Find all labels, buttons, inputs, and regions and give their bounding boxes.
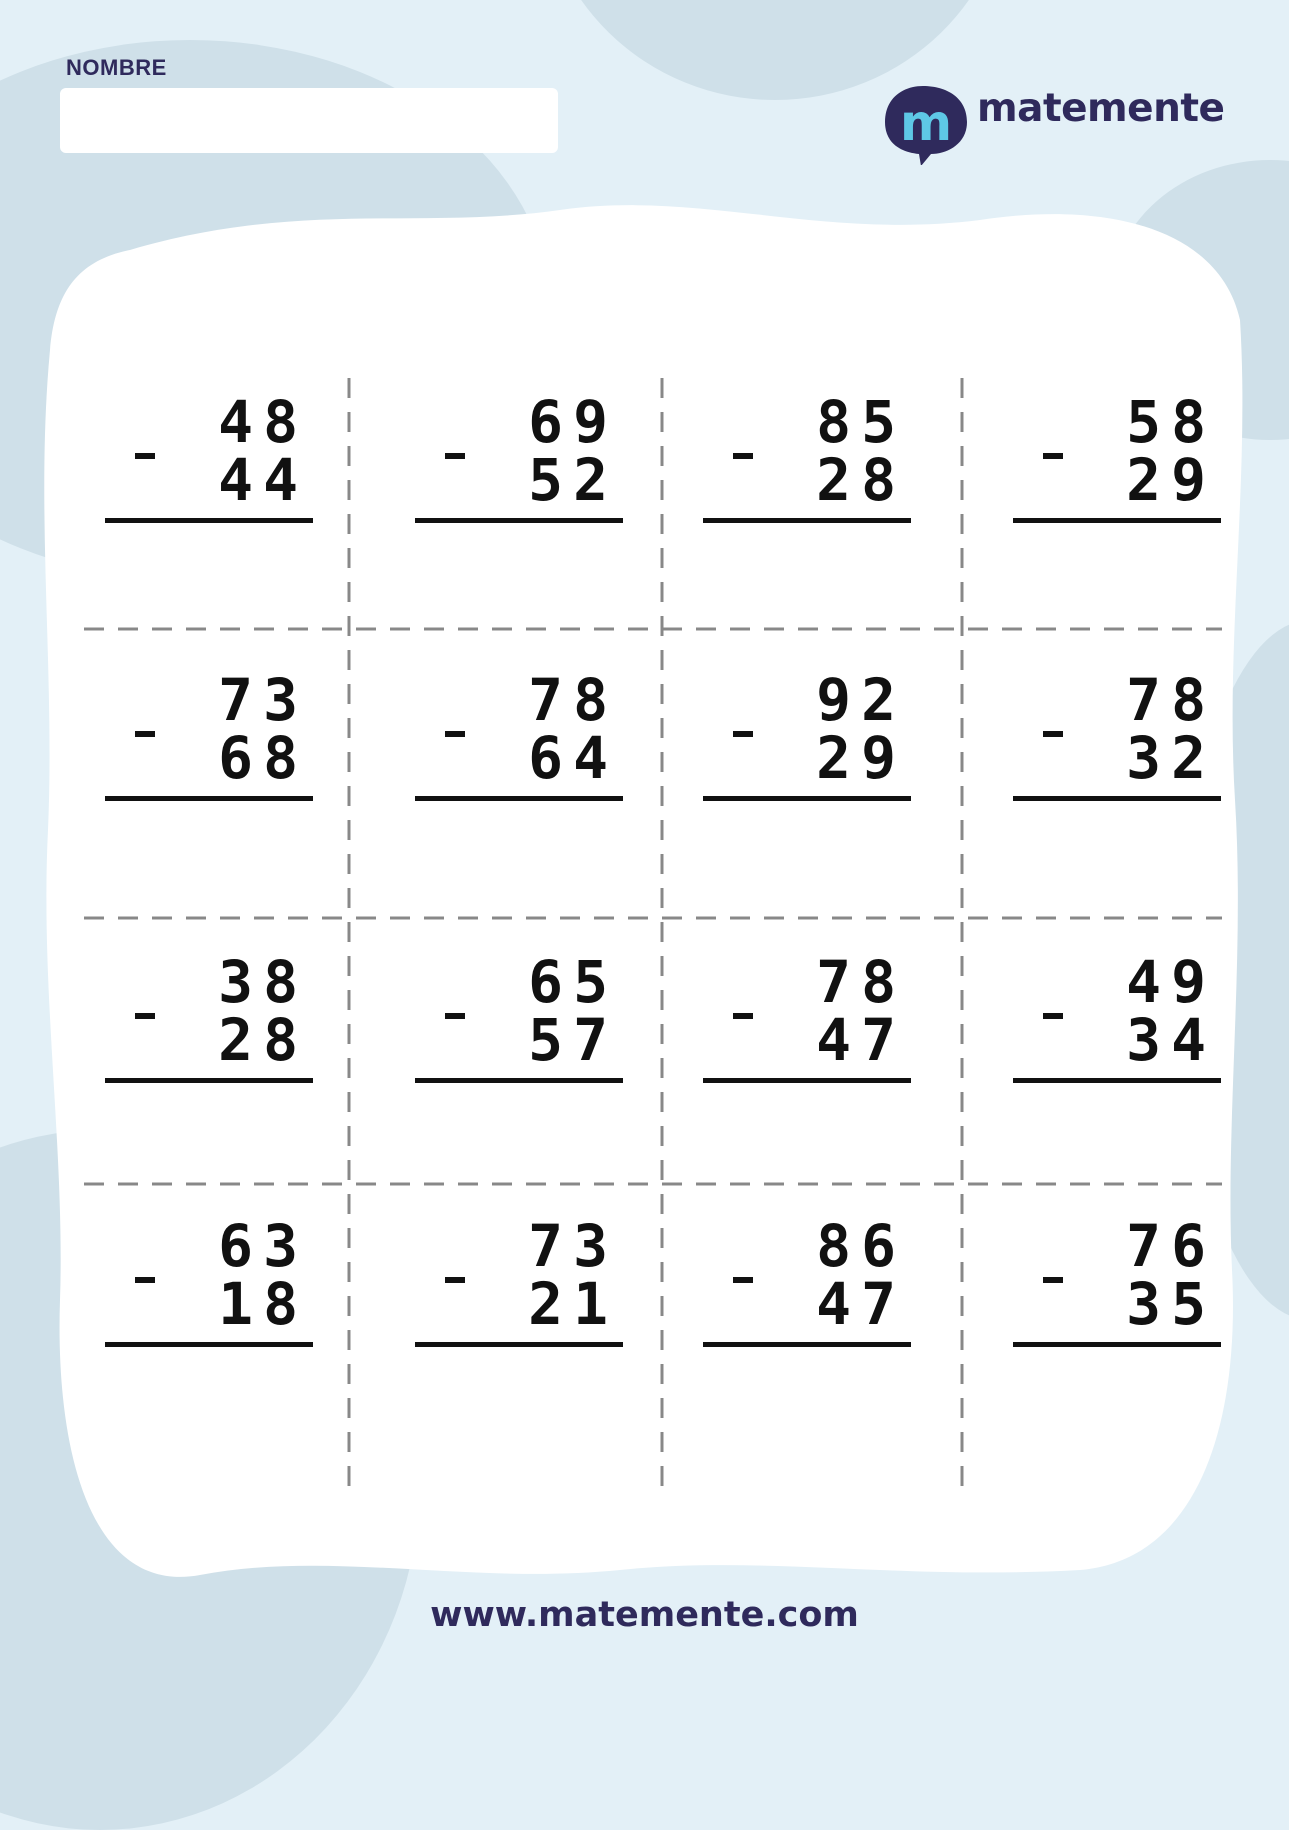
minus-sign-icon bbox=[1043, 1277, 1063, 1283]
subtraction-problem bbox=[105, 948, 330, 1123]
answer-line bbox=[105, 1078, 313, 1083]
subtraction-problem bbox=[703, 948, 928, 1123]
minus-sign-icon bbox=[445, 731, 465, 737]
subtraction-problem bbox=[1013, 1212, 1238, 1387]
minus-sign-icon bbox=[733, 731, 753, 737]
name-label: NOMBRE bbox=[66, 55, 167, 80]
subtrahend: 57 bbox=[528, 1006, 618, 1074]
minuend: 63 bbox=[218, 1212, 308, 1280]
subtraction-problem bbox=[1013, 388, 1238, 563]
subtrahend: 68 bbox=[218, 724, 308, 792]
minus-sign-icon bbox=[733, 1277, 753, 1283]
minuend: 49 bbox=[1126, 948, 1216, 1016]
minuend: 86 bbox=[816, 1212, 906, 1280]
minuend: 92 bbox=[816, 666, 906, 734]
minuend: 78 bbox=[528, 666, 618, 734]
minuend: 48 bbox=[218, 388, 308, 456]
minus-sign-icon bbox=[135, 1013, 155, 1019]
subtrahend: 44 bbox=[218, 446, 308, 514]
minuend: 58 bbox=[1126, 388, 1216, 456]
minus-sign-icon bbox=[135, 1277, 155, 1283]
brand-name: matemente bbox=[977, 86, 1225, 131]
subtrahend: 29 bbox=[1126, 446, 1216, 514]
minus-sign-icon bbox=[733, 1013, 753, 1019]
minuend: 85 bbox=[816, 388, 906, 456]
subtrahend: 64 bbox=[528, 724, 618, 792]
minuend: 78 bbox=[1126, 666, 1216, 734]
subtraction-problem bbox=[703, 388, 928, 563]
subtrahend: 29 bbox=[816, 724, 906, 792]
minuend: 65 bbox=[528, 948, 618, 1016]
answer-line bbox=[1013, 796, 1221, 801]
answer-line bbox=[415, 518, 623, 523]
minus-sign-icon bbox=[445, 1013, 465, 1019]
answer-line bbox=[1013, 518, 1221, 523]
subtraction-problem bbox=[415, 1212, 640, 1387]
subtraction-problem bbox=[703, 666, 928, 841]
minuend: 69 bbox=[528, 388, 618, 456]
subtraction-problem bbox=[1013, 948, 1238, 1123]
subtraction-problem bbox=[105, 666, 330, 841]
subtraction-problem bbox=[415, 948, 640, 1123]
minuend: 78 bbox=[816, 948, 906, 1016]
logo-letter: m bbox=[899, 94, 953, 152]
answer-line bbox=[703, 1342, 911, 1347]
minus-sign-icon bbox=[445, 453, 465, 459]
answer-line bbox=[105, 518, 313, 523]
subtraction-problem bbox=[415, 388, 640, 563]
answer-line bbox=[415, 796, 623, 801]
subtraction-problem bbox=[415, 666, 640, 841]
minuend: 73 bbox=[528, 1212, 618, 1280]
subtraction-problem bbox=[703, 1212, 928, 1387]
subtrahend: 52 bbox=[528, 446, 618, 514]
subtrahend: 47 bbox=[816, 1006, 906, 1074]
footer-url: www.matemente.com bbox=[430, 1595, 859, 1635]
subtrahend: 21 bbox=[528, 1270, 618, 1338]
answer-line bbox=[703, 1078, 911, 1083]
minus-sign-icon bbox=[135, 453, 155, 459]
subtrahend: 28 bbox=[218, 1006, 308, 1074]
minus-sign-icon bbox=[1043, 453, 1063, 459]
subtraction-problem bbox=[105, 388, 330, 563]
answer-line bbox=[703, 518, 911, 523]
subtrahend: 34 bbox=[1126, 1006, 1216, 1074]
answer-line bbox=[105, 1342, 313, 1347]
minus-sign-icon bbox=[733, 453, 753, 459]
subtrahend: 32 bbox=[1126, 724, 1216, 792]
answer-line bbox=[415, 1078, 623, 1083]
answer-line bbox=[105, 796, 313, 801]
subtraction-problem bbox=[105, 1212, 330, 1387]
subtrahend: 18 bbox=[218, 1270, 308, 1338]
minus-sign-icon bbox=[135, 731, 155, 737]
minuend: 76 bbox=[1126, 1212, 1216, 1280]
answer-line bbox=[1013, 1342, 1221, 1347]
minus-sign-icon bbox=[445, 1277, 465, 1283]
minus-sign-icon bbox=[1043, 731, 1063, 737]
answer-line bbox=[415, 1342, 623, 1347]
minuend: 38 bbox=[218, 948, 308, 1016]
subtrahend: 47 bbox=[816, 1270, 906, 1338]
answer-line bbox=[1013, 1078, 1221, 1083]
minus-sign-icon bbox=[1043, 1013, 1063, 1019]
subtraction-problem bbox=[1013, 666, 1238, 841]
answer-line bbox=[703, 796, 911, 801]
subtrahend: 35 bbox=[1126, 1270, 1216, 1338]
subtrahend: 28 bbox=[816, 446, 906, 514]
minuend: 73 bbox=[218, 666, 308, 734]
